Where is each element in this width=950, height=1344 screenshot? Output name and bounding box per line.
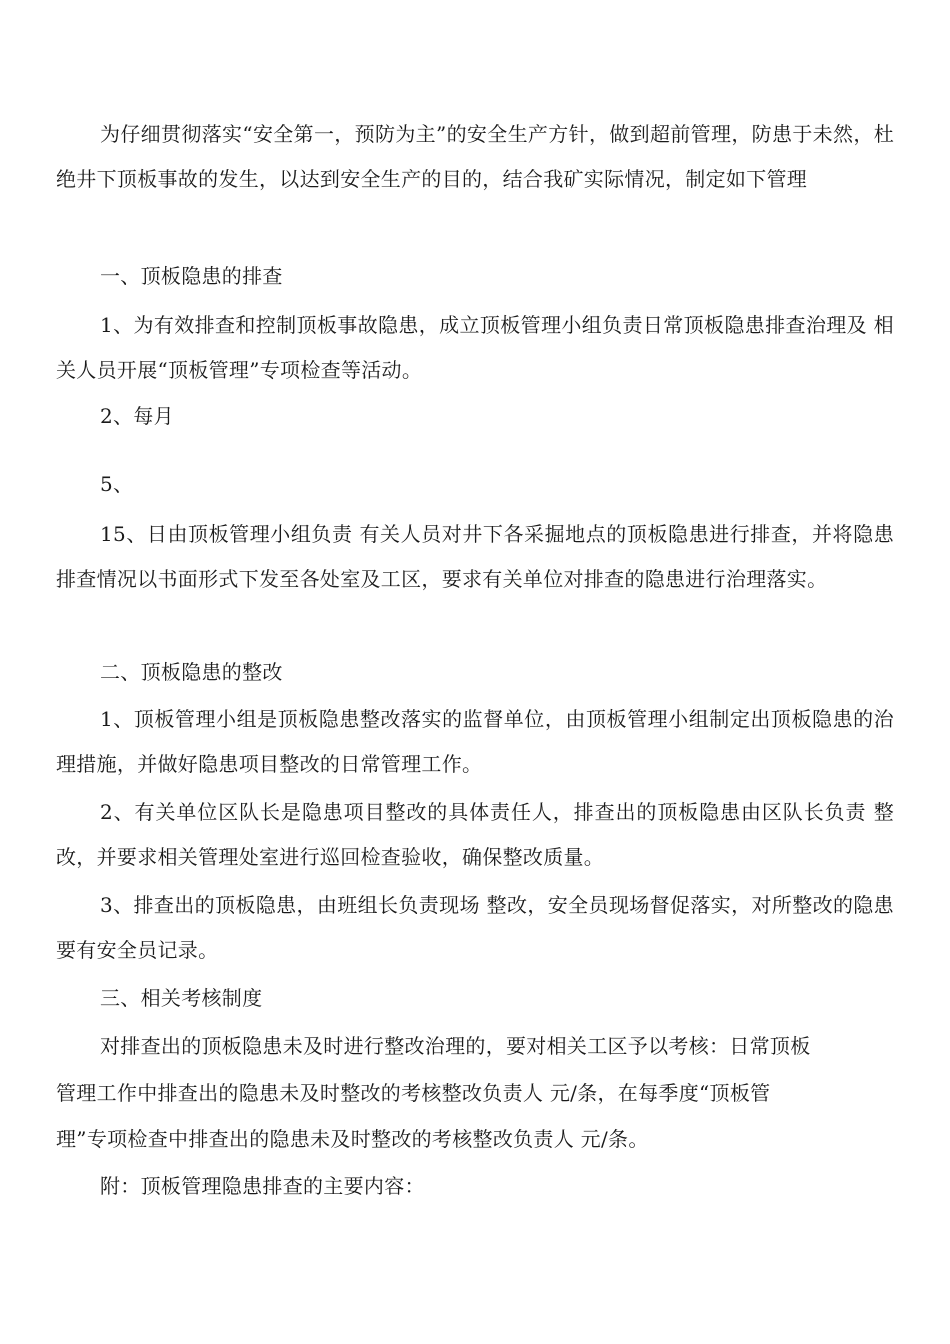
intro-paragraph: 为仔细贯彻落实“安全第一，预防为主”的安全生产方针，做到超前管理，防患于未然，杜绝井下顶板事故的发生，以达到安全生产的目的，结合我矿实际情况，制定如下管理 [56,122,894,191]
section3-text-line-1: 对排查出的顶板隐患未及时进行整改治理的，要对相关工区予以考核：日常顶板 [100,1034,811,1058]
section1-item-2: 2、每月 [100,404,174,428]
section-heading-1: 一、顶板隐患的排查 [100,264,283,288]
section1-item-5: 5、 [100,472,134,496]
section-heading-3: 三、相关考核制度 [100,986,263,1010]
section3-text-line-3: 理”专项检查中排查出的隐患未及时整改的考核整改负责人 元/条。 [56,1127,649,1151]
section1-item-15: 15、日由顶板管理小组负责 有关人员对井下各采掘地点的顶板隐患进行排查，并将隐患排查情况以书面形式下发至各处室及工区，要求有关单位对排查的隐患进行治理落实。 [56,522,894,591]
section3-text-line-2: 管理工作中排查出的隐患未及时整改的考核整改负责人 元/条，在每季度“顶板管 [56,1081,771,1105]
section2-item-3: 3、排查出的顶板隐患，由班组长负责现场 整改，安全员现场督促落实，对所整改的隐患要有安全员记录。 [56,893,894,962]
section-heading-2: 二、顶板隐患的整改 [100,660,283,684]
section2-item-1: 1、顶板管理小组是顶板隐患整改落实的监督单位，由顶板管理小组制定出顶板隐患的治理措施，并做好隐患项目整改的日常管理工作。 [56,707,894,776]
section1-item-1: 1、为有效排查和控制顶板事故隐患，成立顶板管理小组负责日常顶板隐患排查治理及 相关人员开展“顶板管理”专项检查等活动。 [56,313,894,382]
appendix-line: 附：顶板管理隐患排查的主要内容： [100,1174,425,1198]
section2-item-2: 2、有关单位区队长是隐患项目整改的具体责任人，排查出的顶板隐患由区队长负责 整改，并要求相关管理处室进行巡回检查验收，确保整改质量。 [56,800,894,869]
